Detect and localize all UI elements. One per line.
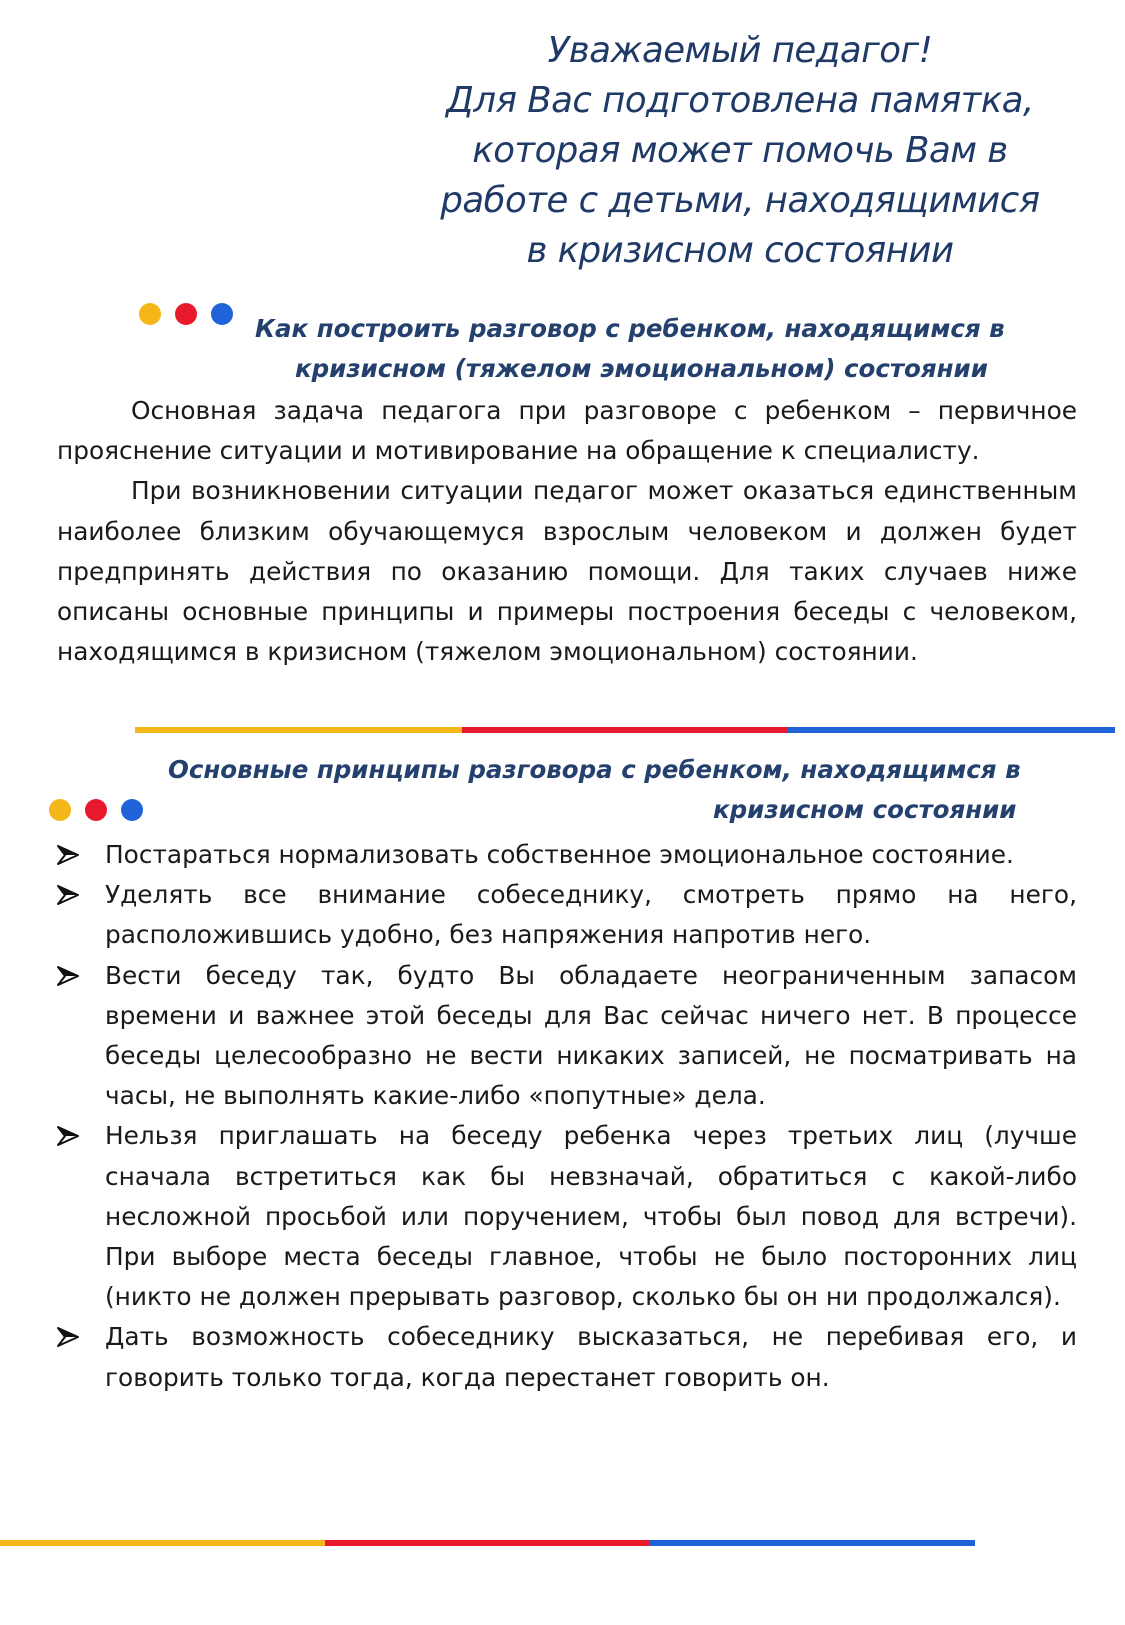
title-line: работе с детьми, находящимися [440, 180, 1040, 221]
divider-yellow-segment [135, 727, 462, 733]
title-line: Для Вас подготовлена памятка, [446, 80, 1034, 121]
section2-dots [49, 799, 143, 821]
list-item-text: Уделять все внимание собеседнику, смотреть прямо на него, расположившись удобно, без напряжения напротив него. [105, 880, 1077, 950]
paragraph: Основная задача педагога при разговоре с ребенком – первичное прояснение ситуации и мотивирование на обращение к специалисту. [57, 396, 1077, 466]
section2-heading-line1: Основные принципы разговора с ребенком, находящимся в [168, 755, 1021, 784]
list-item [57, 835, 1077, 875]
section1-heading-line1: Как построить разговор с ребенком, находящимся в [255, 314, 1005, 343]
paragraph: При возникновении ситуации педагог может оказаться единственным наиболее близким обучающемуся взрослым человеком и должен будет предпринять действия по оказанию помощи. Для таких случаев ниже описаны основные принципы и примеры построения беседы с человеком, находящимся в кризисном (тяжелом эмоциональном) состоянии. [57, 476, 1077, 667]
page-title [410, 26, 1070, 276]
divider-blue-segment [650, 1540, 975, 1546]
arrowhead-bullet-icon [57, 845, 79, 865]
section2-heading-line2: кризисном состоянии [713, 795, 1017, 824]
divider-red-segment [462, 727, 789, 733]
blue-dot-icon [121, 799, 143, 821]
list-item [57, 1317, 1077, 1397]
section1-body [57, 391, 1077, 672]
red-dot-icon [85, 799, 107, 821]
tricolor-divider [0, 1540, 975, 1546]
list-item [57, 875, 1077, 955]
red-dot-icon [175, 303, 197, 325]
divider-yellow-segment [0, 1540, 325, 1546]
title-line: Уважаемый педагог! [547, 30, 933, 71]
tricolor-divider [135, 727, 1115, 733]
title-line: в кризисном состоянии [526, 230, 954, 271]
section1-heading-line2: кризисном (тяжелом эмоциональном) состоянии [295, 354, 988, 383]
principles-list [57, 835, 1077, 1398]
list-item-text: Вести беседу так, будто Вы обладаете неограниченным запасом времени и важнее этой беседы для Вас сейчас ничего нет. В процессе беседы целесообразно не вести никаких записей, не посматривать на часы, не выполнять какие-либо «попутные» дела. [105, 960, 1077, 1111]
title-line: которая может помочь Вам в [472, 130, 1008, 171]
arrowhead-bullet-icon [57, 966, 79, 986]
blue-dot-icon [211, 303, 233, 325]
divider-red-segment [325, 1540, 650, 1546]
list-item-text: Нельзя приглашать на беседу ребенка через третьих лиц (лучше сначала встретиться как бы невзначай, обратиться с какой-либо несложной просьбой или поручением, чтобы был повод для встречи). При выборе места беседы главное, чтобы не было посторонних лиц (никто не должен прерывать разговор, сколько бы он ни продолжался). [105, 1121, 1077, 1312]
arrowhead-bullet-icon [57, 1327, 79, 1347]
list-item [57, 1116, 1077, 1317]
section1-dots [139, 303, 233, 325]
list-item-text: Дать возможность собеседнику высказаться, не перебивая его, и говорить только тогда, когда перестанет говорить он. [105, 1322, 1077, 1392]
divider-blue-segment [788, 727, 1115, 733]
yellow-dot-icon [139, 303, 161, 325]
list-item [57, 956, 1077, 1117]
list-item-text: Постараться нормализовать собственное эмоциональное состояние. [105, 840, 1014, 869]
arrowhead-bullet-icon [57, 1126, 79, 1146]
yellow-dot-icon [49, 799, 71, 821]
arrowhead-bullet-icon [57, 885, 79, 905]
